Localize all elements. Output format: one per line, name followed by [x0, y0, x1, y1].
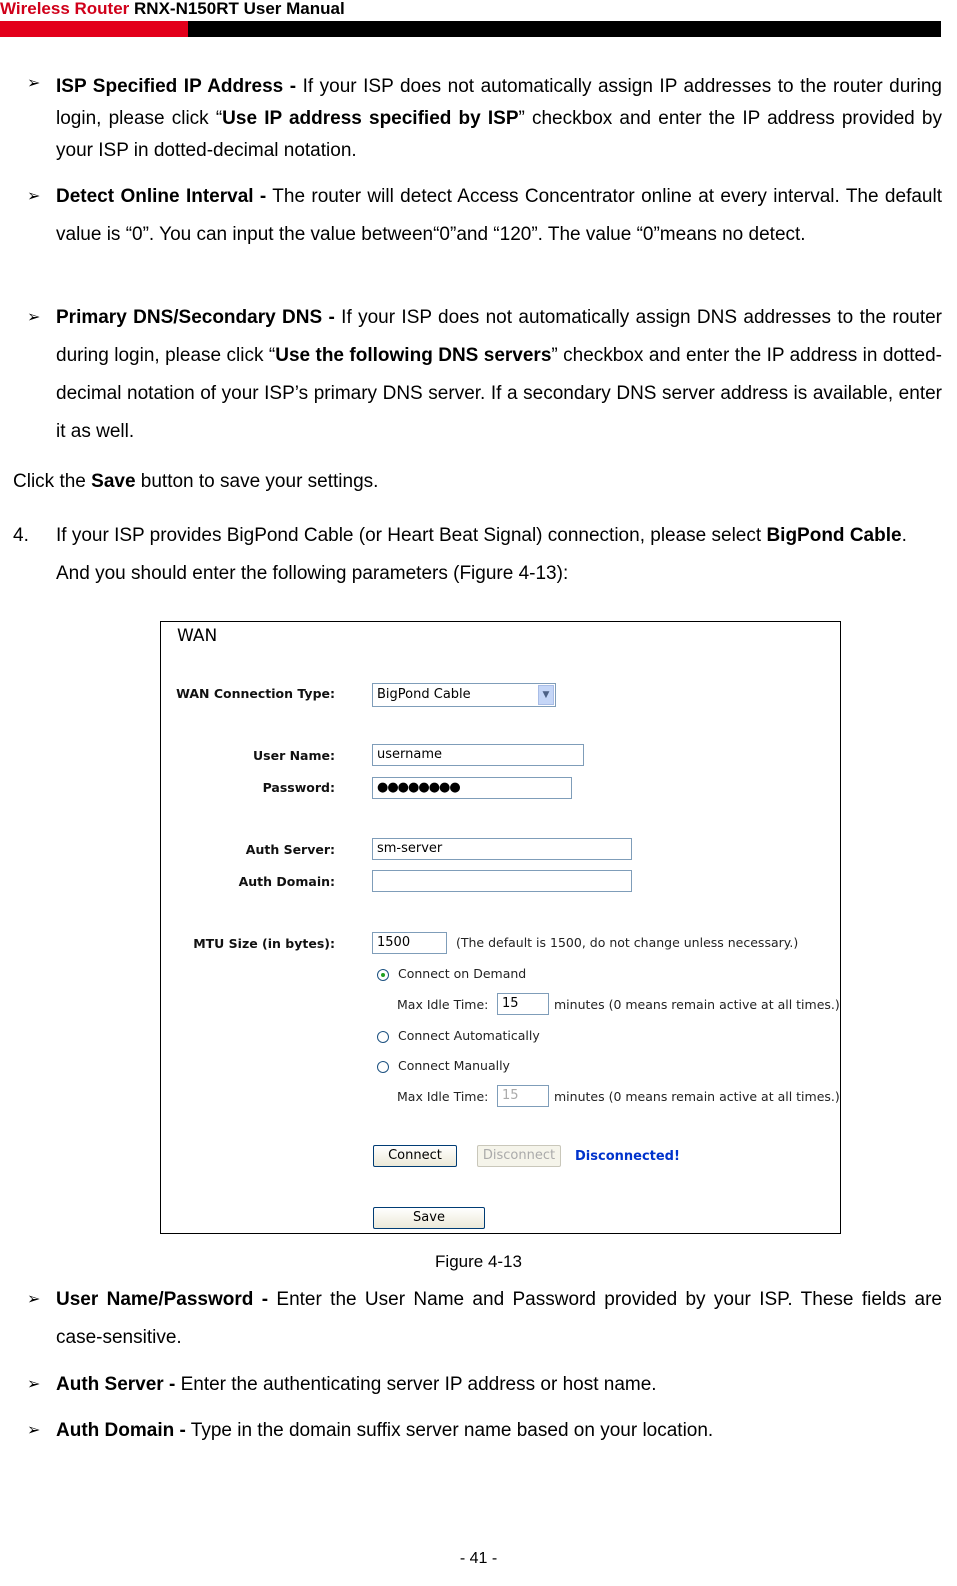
bullet-arrow-icon: ➢ [27, 1291, 41, 1308]
disconnect-button: Disconnect [477, 1145, 561, 1167]
radio-connect-on-demand[interactable] [377, 969, 389, 981]
conn-type-value: BigPond Cable [377, 687, 471, 702]
item-term: ISP Specified IP Address - [56, 76, 297, 97]
item-text: Enter the authenticating server IP address or host name. [175, 1374, 657, 1395]
item-auth-server [56, 1366, 942, 1404]
bullet-arrow-icon: ➢ [27, 1422, 41, 1439]
item-bold: Use IP address specified by ISP [222, 108, 519, 129]
item-text: ” checkbox and enter the IP address in dotted-decimal notation of your ISP’s primary DNS server. If a secondary DNS server address is available, enter it as well. [56, 345, 942, 442]
bullet-arrow-icon: ➢ [27, 75, 41, 92]
item-username-password [56, 1281, 942, 1357]
mtu-label: MTU Size (in bytes): [193, 936, 335, 951]
item-dns [56, 299, 942, 451]
connect-automatically-label: Connect Automatically [398, 1028, 540, 1043]
step-4-bold: BigPond Cable [766, 525, 902, 546]
username-label: User Name: [253, 748, 335, 763]
item-text: Enter the User Name and Password provided by your ISP. These fields are case-sensitive. [56, 1289, 942, 1348]
idle-note: minutes (0 means remain active at all times.) [554, 1089, 840, 1104]
username-input[interactable]: username [372, 744, 584, 766]
item-text: ” checkbox and enter the IP address provided by your ISP in dotted-decimal notation. [56, 108, 942, 161]
item-text: The router will detect Access Concentrator online at every interval. The default value is “0”. You can input the value between“0”and “120”. The value “0”means no detect. [56, 186, 942, 245]
mtu-note: (The default is 1500, do not change unless necessary.) [456, 935, 799, 950]
wan-title: WAN [177, 626, 218, 646]
conn-type-label: WAN Connection Type: [176, 686, 335, 701]
item-text: If your ISP does not automatically assign IP addresses to the router during login, please click “ [56, 76, 942, 129]
password-input[interactable]: ●●●●●●●● [372, 777, 572, 799]
item-bold: Use the following DNS servers [275, 345, 552, 366]
item-term: Primary DNS/Secondary DNS - [56, 307, 335, 328]
item-term: Detect Online Interval - [56, 186, 267, 207]
chevron-down-icon[interactable]: ▼ [538, 685, 554, 705]
max-idle-label: Max Idle Time: [397, 1089, 489, 1104]
connect-manually-label: Connect Manually [398, 1058, 510, 1073]
item-auth-domain [56, 1412, 942, 1450]
step-number: 4. [13, 525, 29, 546]
wan-figure [160, 621, 841, 1234]
click-save-post: button to save your settings. [135, 471, 379, 492]
mtu-input[interactable]: 1500 [372, 932, 447, 954]
auth-server-label: Auth Server: [245, 842, 335, 857]
auth-domain-input[interactable] [372, 870, 632, 892]
click-save-text [13, 463, 943, 501]
password-label: Password: [262, 780, 335, 795]
item-term: User Name/Password - [56, 1289, 269, 1310]
item-term: Auth Server - [56, 1374, 176, 1395]
header-bar [0, 21, 941, 37]
radio-connect-automatically[interactable] [377, 1031, 389, 1043]
page-number: - 41 - [459, 1550, 498, 1567]
item-text: Type in the domain suffix server name based on your location. [185, 1420, 714, 1441]
bullet-arrow-icon: ➢ [27, 188, 41, 205]
radio-connect-manually[interactable] [377, 1061, 389, 1073]
click-save-pre: Click the [13, 471, 92, 492]
max-idle-label: Max Idle Time: [397, 997, 489, 1012]
item-detect-online-interval [56, 178, 942, 254]
step-4-post: . And you should enter the following parameters (Figure 4-13): [56, 525, 907, 584]
step-4-pre: If your ISP provides BigPond Cable (or Heart Beat Signal) connection, please select [56, 525, 767, 546]
header-model: RNX-N150RT User Manual [134, 0, 345, 18]
item-text: If your ISP does not automatically assign DNS addresses to the router during login, please click “ [56, 307, 942, 366]
idle-note: minutes (0 means remain active at all times.) [554, 997, 840, 1012]
figure-caption: Figure 4-13 [435, 1252, 522, 1271]
auth-domain-label: Auth Domain: [238, 874, 335, 889]
auth-server-input[interactable]: sm-server [372, 838, 632, 860]
header-bar-red [0, 21, 188, 37]
idle-time-input-disabled: 15 [497, 1085, 549, 1107]
step-4-text [56, 517, 943, 593]
connect-on-demand-label: Connect on Demand [398, 966, 527, 981]
connection-status: Disconnected! [575, 1149, 680, 1164]
bullet-arrow-icon: ➢ [27, 309, 41, 326]
connect-button[interactable]: Connect [373, 1145, 457, 1167]
header-brand: Wireless Router [0, 0, 130, 18]
conn-type-select[interactable] [372, 683, 556, 707]
bullet-arrow-icon: ➢ [27, 1376, 41, 1393]
item-term: Auth Domain - [56, 1420, 186, 1441]
header-title [0, 0, 345, 20]
idle-time-input[interactable]: 15 [497, 993, 549, 1015]
click-save-bold: Save [91, 471, 136, 492]
item-isp-ip-address [56, 71, 942, 167]
save-button[interactable]: Save [373, 1207, 485, 1229]
header-bar-black [188, 21, 941, 37]
